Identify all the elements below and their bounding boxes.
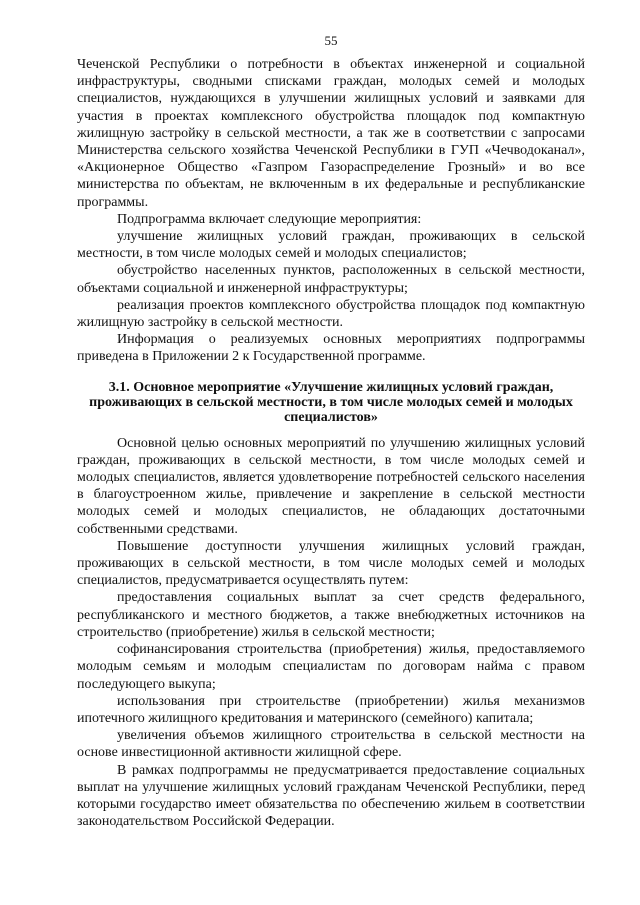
paragraph: Информация о реализуемых основных мероприятиях подпрограммы приведена в Приложении 2 к Государственной программе.: [77, 332, 585, 365]
list-item-paragraph: использования при строительстве (приобретении) жилья механизмов ипотечного жилищного кредитования и материнского (семейного) капитала;: [77, 693, 585, 726]
list-item-paragraph: обустройство населенных пунктов, расположенных в сельской местности, объектами социальной и инженерной инфраструктуры;: [77, 263, 585, 296]
paragraph-continuation: Чеченской Республики о потребности в объектах инженерной и социальной инфраструктуры, сводными списками граждан, молодых семей и молодых специалистов, нуждающихся в улучшении жилищных условий и заявками для участия в проектах комплексного обустройства площадок под компактную жилищную застройку в сельской местности, а так же в соответствии с запросами Министерства сельского хозяйства Чеченской Республики в ГУП «Чечводоканал», «Акционерное Общество «Газпром Газораспределение Грозный» и во все министерства по объектам, не включенным в их федеральные и республиканские программы.: [77, 57, 585, 210]
paragraph: Основной целью основных мероприятий по улучшению жилищных условий граждан, проживающих в сельской местности, в том числе молодых семей и молодых специалистов, является удовлетворение потребностей сельского населения в благоустроенном жилье, привлечение и закрепление в сельской местности молодых семей и молодых специалистов, не обладающих достаточными собственными средствами.: [77, 435, 585, 537]
list-item-paragraph: предоставления социальных выплат за счет средств федерального, республиканского и местного бюджетов, а также внебюджетных источников на строительство (приобретение) жилья в сельской местности;: [77, 590, 585, 640]
document-body: [77, 56, 585, 830]
paragraph: Повышение доступности улучшения жилищных условий граждан, проживающих в сельской местности, в том числе молодых семей и молодых специалистов, предусматривается осуществлять путем:: [77, 538, 585, 589]
paragraph: Подпрограмма включает следующие мероприятия:: [117, 211, 422, 227]
paragraph: В рамках подпрограммы не предусматривается предоставление социальных выплат на улучшение жилищных условий гражданам Чеченской Республики, перед которыми государство имеет обязательства по обеспечению жильем в соответствии законодательством Российской Федерации.: [77, 762, 585, 830]
list-item-paragraph: реализация проектов комплексного обустройства площадок под компактную жилищную застройку в сельской местности.: [77, 297, 585, 331]
list-item-paragraph: улучшение жилищных условий граждан, проживающих в сельской местности, в том числе молодых семей и молодых специалистов;: [77, 229, 585, 262]
page-number: 55: [324, 33, 338, 48]
section-heading: 3.1. Основное мероприятие «Улучшение жилищных условий граждан, проживающих в сельской местности, в том числе молодых семей и молодых специалистов»: [89, 379, 573, 425]
list-item-paragraph: увеличения объемов жилищного строительства в сельской местности на основе инвестиционной активности жилищной сфере.: [77, 728, 585, 761]
list-item-paragraph: софинансирования строительства (приобретения) жилья, предоставляемого молодым семьям и молодым специалистам по договорам найма с правом последующего выкупа;: [77, 642, 585, 692]
